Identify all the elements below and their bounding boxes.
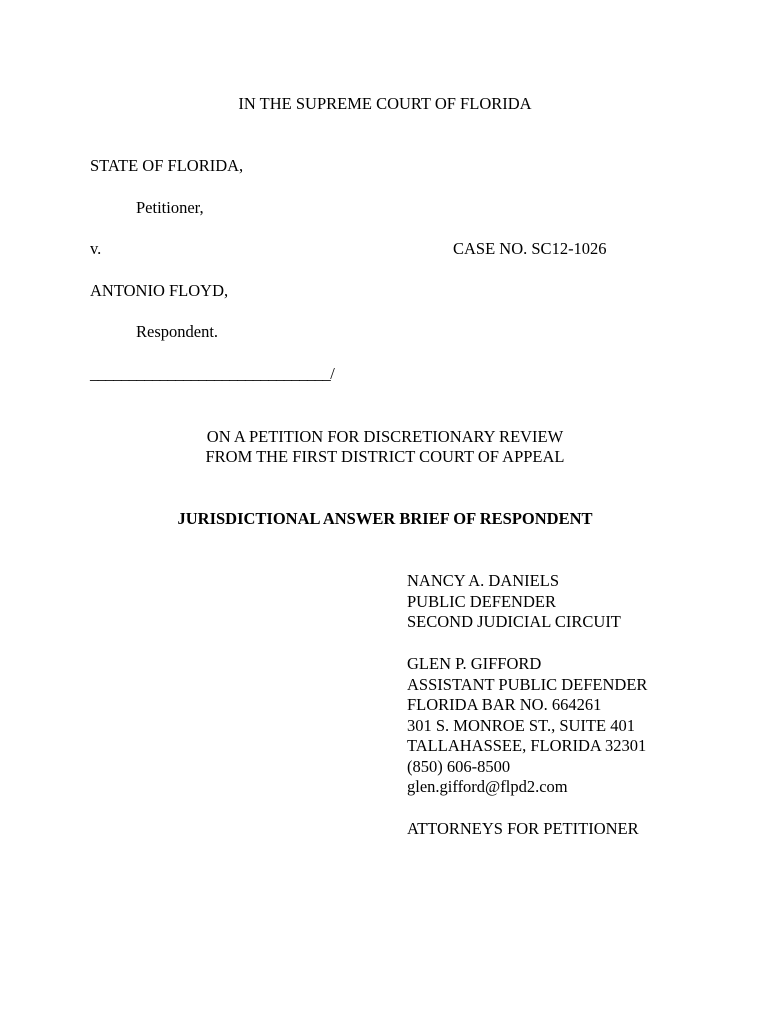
respondent-role: Respondent. bbox=[136, 322, 219, 341]
counsel-circuit: SECOND JUDICIAL CIRCUIT bbox=[407, 612, 621, 631]
attorney-block bbox=[407, 654, 647, 798]
review-line-2: FROM THE FIRST DISTRICT COURT OF APPEAL bbox=[205, 447, 565, 466]
versus-label: v. bbox=[90, 239, 102, 258]
respondent-party: ANTONIO FLOYD, bbox=[90, 281, 229, 300]
counsel-office-block bbox=[407, 571, 621, 633]
caption-rule-line: _______________________________/ bbox=[90, 364, 335, 383]
attorney-phone: (850) 606-8500 bbox=[407, 756, 511, 776]
counsel-office: PUBLIC DEFENDER bbox=[407, 591, 556, 611]
attorney-email: glen.gifford@flpd2.com bbox=[407, 777, 568, 796]
attorney-street-address: 301 S. MONROE ST., SUITE 401 bbox=[407, 715, 635, 735]
case-number: CASE NO. SC12-1026 bbox=[453, 239, 607, 258]
brief-title: JURISDICTIONAL ANSWER BRIEF OF RESPONDENT bbox=[177, 509, 593, 528]
attorney-city-state-zip: TALLAHASSEE, FLORIDA 32301 bbox=[407, 736, 647, 755]
court-heading: IN THE SUPREME COURT OF FLORIDA bbox=[238, 94, 532, 113]
attorney-title: ASSISTANT PUBLIC DEFENDER bbox=[407, 674, 648, 694]
attorney-name: GLEN P. GIFFORD bbox=[407, 654, 542, 673]
review-line-1: ON A PETITION FOR DISCRETIONARY REVIEW bbox=[206, 427, 564, 446]
petitioner-role: Petitioner, bbox=[136, 198, 204, 217]
attorney-bar-number: FLORIDA BAR NO. 664261 bbox=[407, 695, 602, 714]
counsel-name: NANCY A. DANIELS bbox=[407, 571, 560, 590]
counsel-designation: ATTORNEYS FOR PETITIONER bbox=[407, 819, 639, 838]
petitioner-party: STATE OF FLORIDA, bbox=[90, 156, 244, 175]
